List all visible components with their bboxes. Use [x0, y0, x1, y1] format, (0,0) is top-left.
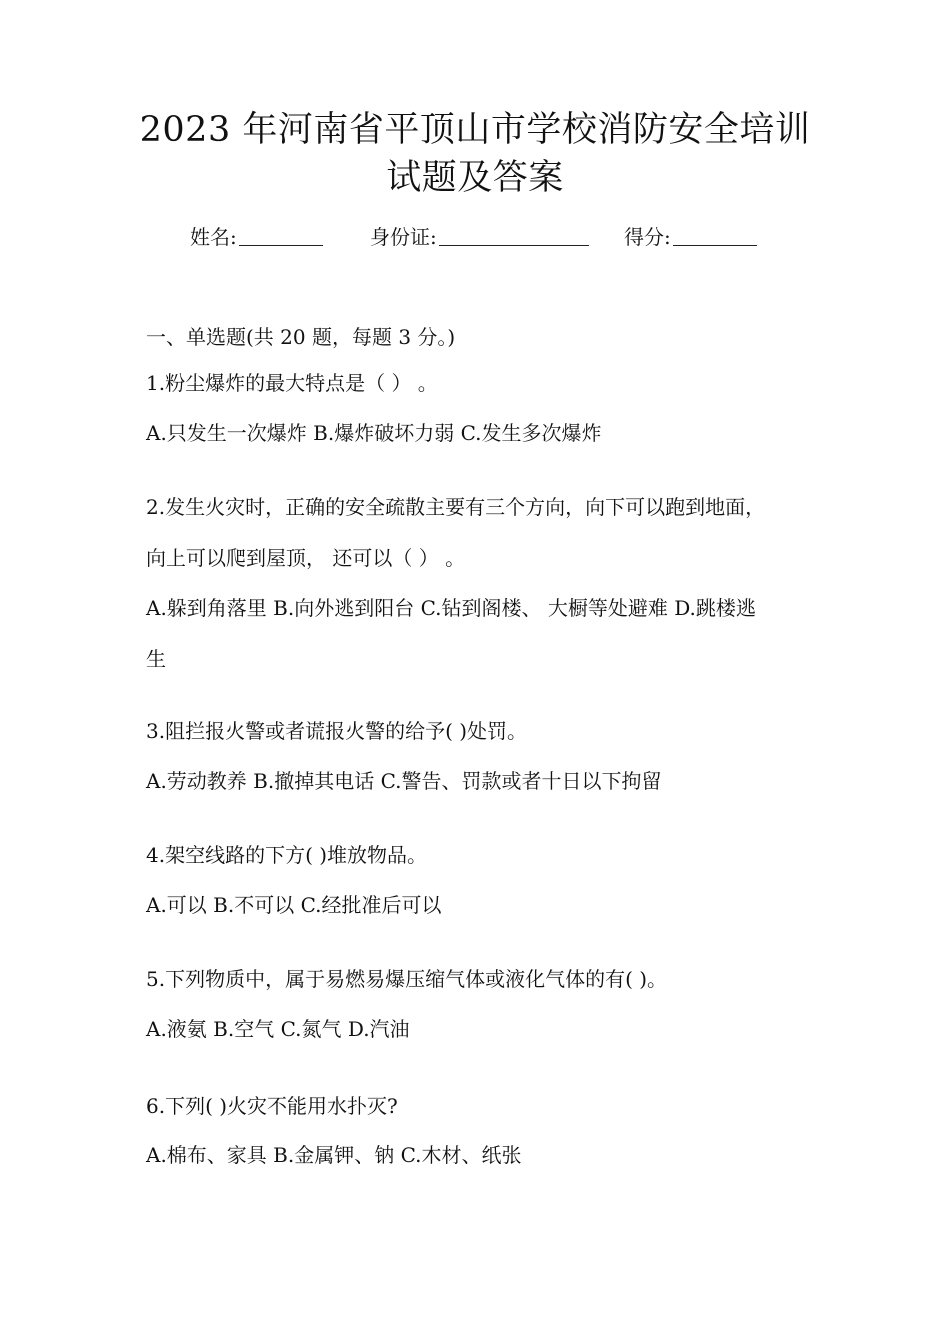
question-3-options: A.劳动教养 B.撤掉其电话 C.警告、罚款或者十日以下拘留: [146, 769, 662, 793]
name-blank: [239, 225, 323, 246]
question-3-stem: 3.阻拦报火警或者谎报火警的给予( )处罚。: [146, 719, 528, 743]
question-5-options: A.液氨 B.空气 C.氮气 D.汽油: [146, 1017, 410, 1041]
document-title-line-1: 2023 年河南省平顶山市学校消防安全培训: [139, 110, 811, 150]
id-label: 身份证:: [370, 225, 437, 249]
question-5-stem: 5.下列物质中，属于易燃易爆压缩气体或液化气体的有( )。: [146, 967, 668, 991]
document-title-line-2: 试题及答案: [386, 158, 564, 198]
question-1-stem: 1.粉尘爆炸的最大特点是（ ） 。: [146, 371, 438, 395]
question-4-stem: 4.架空线路的下方( )堆放物品。: [146, 843, 428, 867]
name-field: [190, 222, 323, 252]
question-2-options-line-2: 生: [146, 647, 166, 671]
question-2-stem-line-1: 2.发生火灾时，正确的安全疏散主要有三个方向，向下可以跑到地面，: [146, 495, 766, 519]
name-label: 姓名:: [190, 225, 237, 249]
id-blank: [439, 225, 589, 246]
question-1-options: A.只发生一次爆炸 B.爆炸破坏力弱 C.发生多次爆炸: [146, 421, 602, 445]
score-label: 得分:: [624, 225, 671, 249]
question-6-stem: 6.下列( )火灾不能用水扑灭?: [146, 1094, 398, 1118]
score-blank: [673, 225, 757, 246]
question-6-options: A.棉布、家具 B.金属钾、钠 C.木材、纸张: [146, 1143, 522, 1167]
score-field: [624, 222, 757, 252]
question-2-options-line-1: A.躲到角落里 B.向外逃到阳台 C.钻到阁楼、 大橱等处避难 D.跳楼逃: [146, 596, 756, 620]
section-heading: 一、单选题(共 20 题，每题 3 分。): [146, 325, 456, 349]
question-2-stem-line-2: 向上可以爬到屋顶， 还可以（ ） 。: [146, 546, 466, 570]
question-4-options: A.可以 B.不可以 C.经批准后可以: [146, 893, 442, 917]
id-field: [370, 222, 589, 252]
